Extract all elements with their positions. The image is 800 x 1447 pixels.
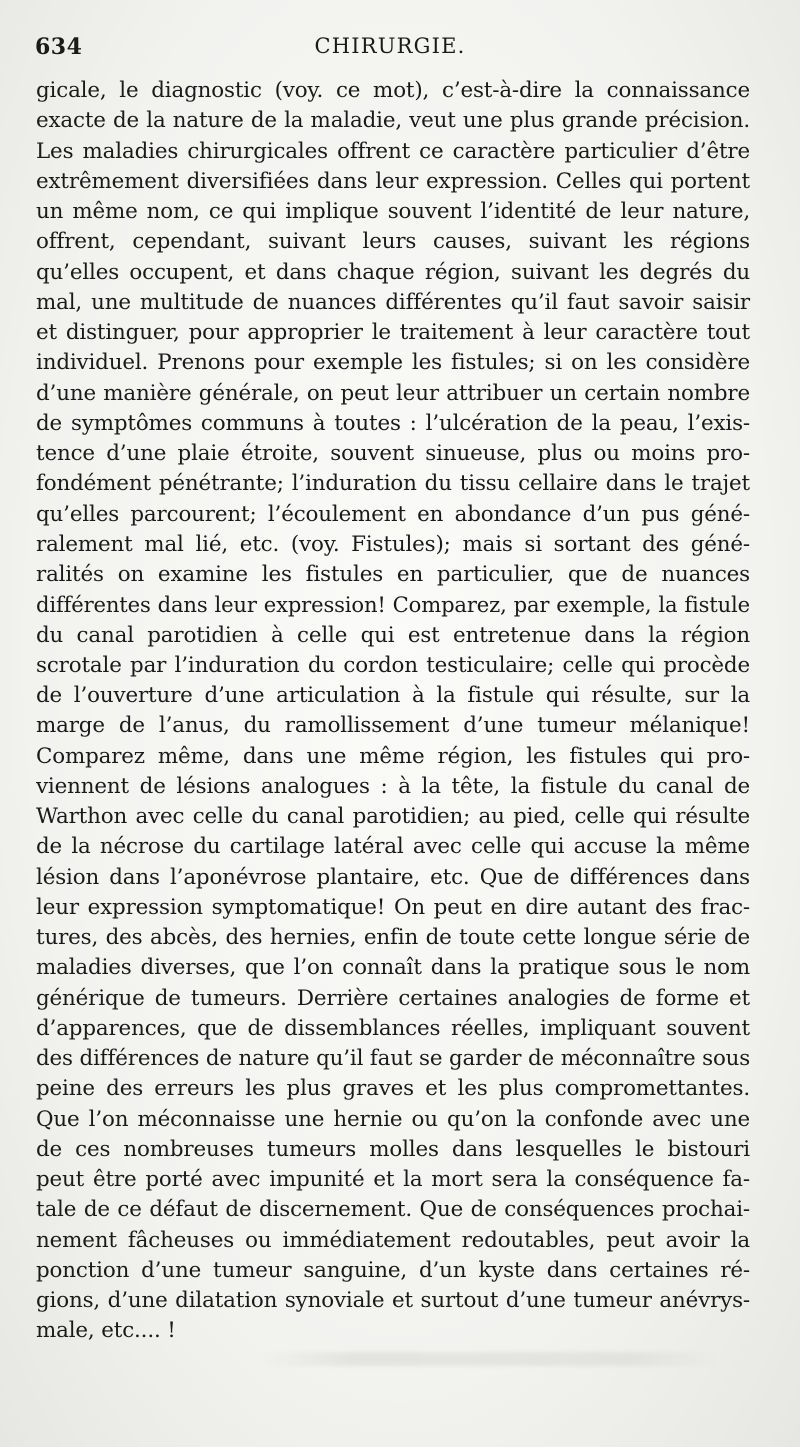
- text-line: ralement mal lié, etc. (voy. Fistules); mais si sortant des géné-: [36, 531, 750, 557]
- text-line: maladies diverses, que l’on connaît dans la pratique sous le nom: [36, 955, 750, 981]
- text-line: Que l’on méconnaisse une hernie ou qu’on la confonde avec une: [36, 1106, 750, 1132]
- text-line: scrotale par l’induration du cordon testiculaire; celle qui procède: [36, 652, 750, 678]
- text-line: leur expression symptomatique! On peut en dire autant des frac-: [36, 894, 750, 920]
- text-line: tures, des abcès, des hernies, enfin de toute cette longue série de: [36, 925, 750, 950]
- text-line: extrêmement diversifiées dans leur expression. Celles qui portent: [36, 168, 750, 194]
- text-line: viennent de lésions analogues : à la tête, la fistule du canal de: [36, 773, 750, 799]
- text-line: de l’ouverture d’une articulation à la fistule qui résulte, sur la: [36, 683, 750, 708]
- text-line: individuel. Prenons pour exemple les fistules; si on les considère: [36, 350, 750, 376]
- text-line: qu’elles parcourent; l’écoulement en abondance d’un pus géné-: [36, 501, 750, 527]
- text-line: tence d’une plaie étroite, souvent sinueuse, plus ou moins pro-: [36, 441, 750, 466]
- text-line: de ces nombreuses tumeurs molles dans lesquelles le bistouri: [36, 1136, 750, 1162]
- page-number: 634: [35, 34, 83, 60]
- text-line: Warthon avec celle du canal parotidien; au pied, celle qui résulte: [36, 804, 750, 829]
- text-line: exacte de la nature de la maladie, veut une plus grande précision.: [36, 108, 750, 134]
- text-line: Comparez même, dans une même région, les fistules qui pro-: [36, 743, 750, 769]
- text-line: male, etc.... !: [36, 1318, 176, 1344]
- text-line: Les maladies chirurgicales offrent ce caractère particulier d’être: [36, 138, 750, 164]
- text-line: et distinguer, pour approprier le traitement à leur caractère tout: [36, 320, 750, 345]
- text-line: fondément pénétrante; l’induration du tissu cellaire dans le trajet: [36, 471, 750, 497]
- text-line: gions, d’une dilatation synoviale et surtout d’une tumeur anévrys-: [36, 1288, 750, 1313]
- text-line: des différences de nature qu’il faut se garder de méconnaître sous: [36, 1046, 751, 1071]
- text-line: de symptômes communs à toutes : l’ulcération de la peau, l’exis-: [36, 410, 750, 436]
- text-line: peut être porté avec impunité et la mort sera la conséquence fa-: [36, 1167, 750, 1192]
- text-line: qu’elles occupent, et dans chaque région, suivant les degrés du: [36, 259, 750, 285]
- text-line: d’une manière générale, on peut leur attribuer un certain nombre: [36, 380, 750, 406]
- text-line: offrent, cependant, suivant leurs causes, suivant les régions: [36, 229, 750, 255]
- text-line: de la nécrose du cartilage latéral avec celle qui accuse la même: [36, 834, 750, 860]
- text-line: ralités on examine les fistules en particulier, que de nuances: [36, 562, 750, 587]
- body-text: [36, 76, 750, 1347]
- text-line: du canal parotidien à celle qui est entretenue dans la région: [36, 622, 750, 648]
- text-line: gicale, le diagnostic (voy. ce mot), c’est-à-dire la connaissance: [36, 78, 750, 103]
- text-line: ponction d’une tumeur sanguine, d’un kyste dans certaines ré-: [36, 1257, 750, 1283]
- running-head: CHIRURGIE.: [314, 34, 466, 58]
- text-line: tale de ce défaut de discernement. Que de conséquences prochai-: [36, 1197, 750, 1223]
- text-line: lésion dans l’aponévrose plantaire, etc. Que de différences dans: [36, 864, 750, 890]
- text-line: générique de tumeurs. Derrière certaines analogies de forme et: [36, 985, 750, 1011]
- text-line: marge de l’anus, du ramollissement d’une tumeur mélanique!: [36, 713, 750, 739]
- page-header: [0, 30, 800, 64]
- text-line: mal, une multitude de nuances différentes qu’il faut savoir saisir: [36, 289, 750, 315]
- text-line: un même nom, ce qui implique souvent l’identité de leur nature,: [36, 199, 750, 224]
- bleed-through: [260, 1352, 720, 1366]
- text-line: nement fâcheuses ou immédiatement redoutables, peut avoir la: [36, 1227, 750, 1253]
- text-line: d’apparences, que de dissemblances réelles, impliquant souvent: [36, 1015, 750, 1041]
- text-line: différentes dans leur expression! Comparez, par exemple, la fistule: [36, 592, 750, 618]
- text-line: peine des erreurs les plus graves et les plus compromettantes.: [36, 1076, 750, 1102]
